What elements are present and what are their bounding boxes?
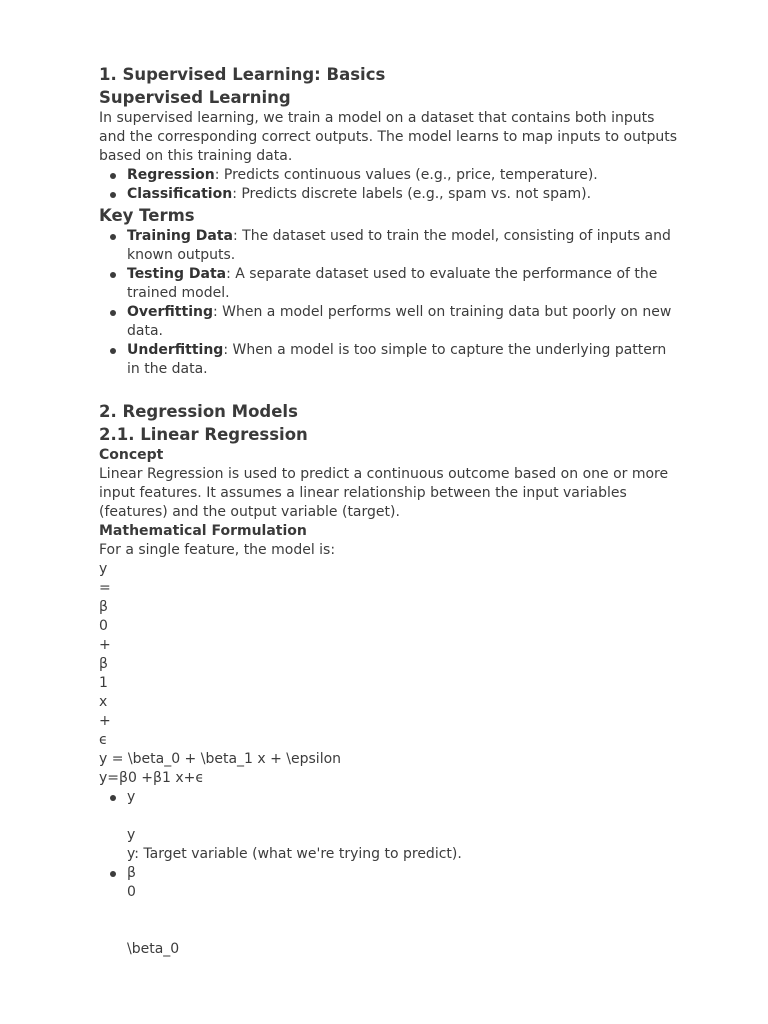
- formula-token: 1: [99, 675, 108, 691]
- term-label: Underfitting: [127, 342, 224, 358]
- formula-token: x: [99, 694, 108, 710]
- list-item-y: [99, 788, 679, 864]
- subtitle-supervised-learning: Supervised Learning: [99, 88, 291, 107]
- list-item-classification: [99, 185, 679, 204]
- list-item-underfitting: [99, 341, 679, 379]
- formula-token: =: [99, 580, 111, 596]
- concept-paragraph: Linear Regression is used to predict a continuous outcome based on one or more input features. It assumes a linear relationship between the input variables (features) and the output variable (target).: [99, 466, 669, 520]
- list-item-training-data: [99, 227, 679, 265]
- heading-concept: Concept: [99, 447, 164, 463]
- section-title-regression-models: 2. Regression Models: [99, 402, 298, 421]
- term-description: : Predicts continuous values (e.g., price, temperature).: [214, 167, 598, 183]
- formula-token: +: [99, 637, 111, 653]
- variable-description: y: Target variable (what we're trying to predict).: [127, 846, 462, 862]
- formula-inline: y=β0 +β1 x+ϵ: [99, 770, 204, 786]
- term-label: Regression: [127, 167, 215, 183]
- document-content: [99, 63, 679, 959]
- formula-token: β: [99, 656, 108, 672]
- key-terms-list: [99, 227, 679, 379]
- term-label: Training Data: [127, 228, 233, 244]
- formula-token: β: [99, 599, 108, 615]
- formula-token: +: [99, 713, 111, 729]
- intro-paragraph: In supervised learning, we train a model on a dataset that contains both inputs and the corresponding correct outputs. The model learns to map inputs to outputs based on this training data.: [99, 110, 678, 164]
- section-title-supervised-learning-basics: 1. Supervised Learning: Basics: [99, 65, 386, 84]
- subtitle-key-terms: Key Terms: [99, 206, 195, 225]
- list-item-overfitting: [99, 303, 679, 341]
- term-label: Overfitting: [127, 304, 213, 320]
- subtitle-linear-regression: 2.1. Linear Regression: [99, 425, 308, 444]
- term-description: : Predicts discrete labels (e.g., spam vs. not spam).: [232, 186, 592, 202]
- term-label: Testing Data: [127, 266, 227, 282]
- heading-mathematical-formulation: Mathematical Formulation: [99, 523, 307, 539]
- term-description: : When a model is too simple to capture the underlying pattern in the data.: [127, 342, 667, 377]
- formula-token: ϵ: [99, 732, 108, 748]
- variable-definitions-list: [99, 788, 679, 959]
- blank-line: [127, 902, 679, 921]
- blank-line: [127, 921, 679, 940]
- variable-symbol: y: [127, 789, 136, 805]
- list-item-testing-data: [99, 265, 679, 303]
- list-item-beta0: [99, 864, 679, 959]
- formula-token: y: [99, 561, 108, 577]
- formula-token: 0: [99, 618, 108, 634]
- list-item-regression: [99, 166, 679, 185]
- variable-symbol-repeat: y: [127, 827, 136, 843]
- variable-latex: \beta_0: [127, 941, 180, 957]
- math-intro: For a single feature, the model is:: [99, 542, 336, 558]
- learning-types-list: [99, 166, 679, 204]
- formula-token-list: [99, 560, 679, 750]
- term-description: : A separate dataset used to evaluate the performance of the trained model.: [127, 266, 658, 301]
- term-description: : The dataset used to train the model, consisting of inputs and known outputs.: [127, 228, 671, 263]
- term-label: Classification: [127, 186, 233, 202]
- term-description: : When a model performs well on training data but poorly on new data.: [127, 304, 672, 339]
- blank-line: [127, 807, 679, 826]
- variable-symbol: β: [127, 865, 136, 881]
- variable-subscript: 0: [127, 884, 136, 900]
- section-spacer: [99, 379, 679, 400]
- formula-latex: y = \beta_0 + \beta_1 x + \epsilon: [99, 751, 342, 767]
